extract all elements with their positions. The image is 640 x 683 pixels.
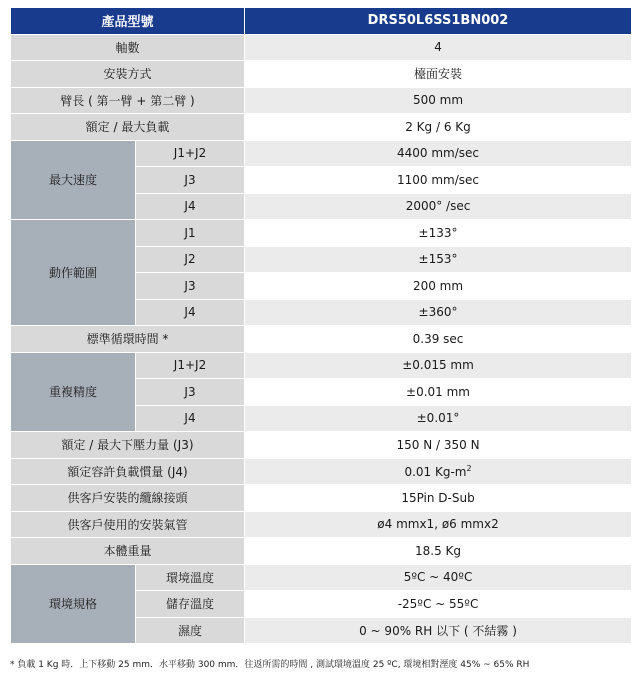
row-value: 5ºC ~ 40ºC (245, 564, 632, 591)
group-label-environment: 環境規格 (11, 564, 136, 644)
row-value: ±0.01° (245, 405, 632, 432)
table-row (11, 538, 632, 565)
table-row (11, 485, 632, 512)
sub-label: J3 (136, 167, 245, 194)
table-row (11, 432, 632, 459)
sub-label: 濕度 (136, 617, 245, 644)
row-value-payload: 2 Kg / 6 Kg (245, 114, 632, 141)
group-label-motion-range: 動作範圍 (11, 220, 136, 326)
group-label-repeatability: 重複精度 (11, 352, 136, 432)
sub-label: J4 (136, 405, 245, 432)
table-row (11, 87, 632, 114)
header-label: 產品型號 (11, 8, 245, 35)
table-row (11, 61, 632, 88)
row-label-arm-length: 臂長 ( 第一臂 + 第二臂 ) (11, 87, 245, 114)
row-value-cycle-time: 0.39 sec (245, 326, 632, 353)
sub-label: 環境溫度 (136, 564, 245, 591)
sub-label: J1+J2 (136, 140, 245, 167)
row-value: ±0.015 mm (245, 352, 632, 379)
row-value-axes: 4 (245, 34, 632, 61)
row-label-payload: 額定 / 最大負載 (11, 114, 245, 141)
row-label-cycle-time: 標準循環時間 * (11, 326, 245, 353)
row-label-inertia: 額定容許負載慣量 (J4) (11, 458, 245, 485)
sub-label: 儲存溫度 (136, 591, 245, 618)
row-value-mounting: 檯面安裝 (245, 61, 632, 88)
sub-label: J2 (136, 246, 245, 273)
header-model: DRS50L6SS1BN002 (245, 8, 632, 35)
header-row (11, 8, 632, 35)
row-value: ±153° (245, 246, 632, 273)
row-label-weight: 本體重量 (11, 538, 245, 565)
row-value-press-force: 150 N / 350 N (245, 432, 632, 459)
row-value-inertia (245, 458, 632, 485)
row-label-air-tube: 供客戶使用的安裝氣管 (11, 511, 245, 538)
table-row (11, 326, 632, 353)
group-label-max-speed: 最大速度 (11, 140, 136, 220)
row-label-press-force: 額定 / 最大下壓力量 (J3) (11, 432, 245, 459)
table-row (11, 140, 632, 167)
table-row (11, 458, 632, 485)
row-value: -25ºC ~ 55ºC (245, 591, 632, 618)
row-value: 2000° /sec (245, 193, 632, 220)
table-row (11, 114, 632, 141)
row-label-connector: 供客戶安裝的纜線接頭 (11, 485, 245, 512)
table-row (11, 34, 632, 61)
row-value: ±133° (245, 220, 632, 247)
sub-label: J4 (136, 193, 245, 220)
row-value: 200 mm (245, 273, 632, 300)
inertia-value: 0.01 Kg-m (404, 464, 467, 479)
table-row (11, 220, 632, 247)
footnote: * 負載 1 Kg 時．上下移動 25 mm．水平移動 300 mm．往返所需的時間 , 測試環境溫度 25 ºC, 環境相對溼度 45% ~ 65% RH (10, 660, 530, 670)
spec-table (10, 7, 632, 644)
row-value-connector: 15Pin D-Sub (245, 485, 632, 512)
table-row (11, 564, 632, 591)
row-value-weight: 18.5 Kg (245, 538, 632, 565)
sub-label: J4 (136, 299, 245, 326)
table-row (11, 511, 632, 538)
row-label-axes: 軸數 (11, 34, 245, 61)
row-value-arm-length: 500 mm (245, 87, 632, 114)
sub-label: J1+J2 (136, 352, 245, 379)
row-value: ±360° (245, 299, 632, 326)
inertia-exponent: 2 (466, 463, 472, 473)
row-label-mounting: 安裝方式 (11, 61, 245, 88)
table-row (11, 352, 632, 379)
row-value: 4400 mm/sec (245, 140, 632, 167)
row-value-air-tube: ø4 mmx1, ø6 mmx2 (245, 511, 632, 538)
row-value: 0 ~ 90% RH 以下 ( 不結霧 ) (245, 617, 632, 644)
row-value: ±0.01 mm (245, 379, 632, 406)
row-value: 1100 mm/sec (245, 167, 632, 194)
sub-label: J3 (136, 273, 245, 300)
sub-label: J1 (136, 220, 245, 247)
sub-label: J3 (136, 379, 245, 406)
